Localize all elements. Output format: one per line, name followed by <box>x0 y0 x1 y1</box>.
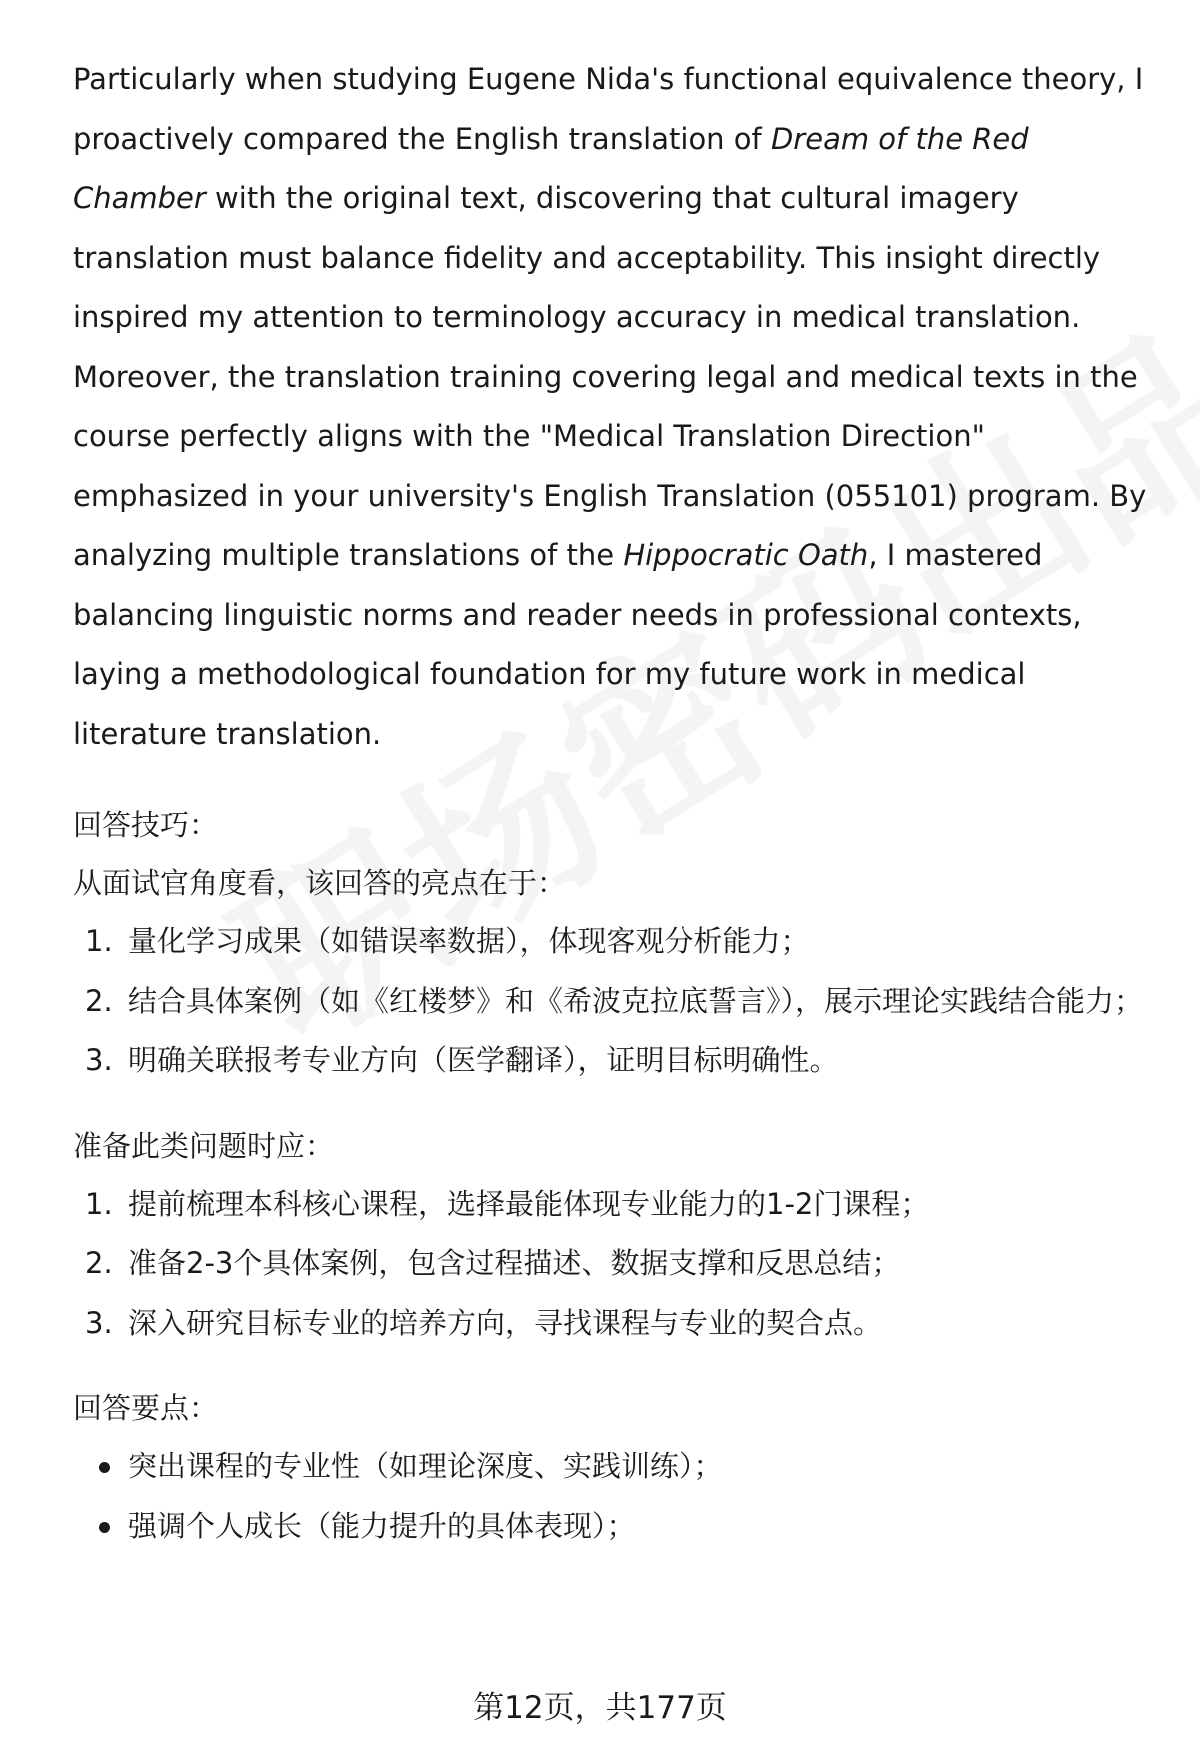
points-section <box>73 1379 1153 1556</box>
bullet-icon <box>99 1462 110 1473</box>
paragraph-text-1: Particularly when studying Eugene Nida's functional equivalence theory, I proactively compared the English translation of <box>73 62 1144 156</box>
body-paragraph <box>73 50 1153 764</box>
list-number: 1. <box>85 1186 113 1221</box>
list-item-text: 深入研究目标专业的培养方向，寻找课程与专业的契合点。 <box>128 1305 883 1340</box>
list-item <box>73 1294 1153 1354</box>
list-item <box>73 1031 1153 1091</box>
prep-heading: 准备此类问题时应： <box>73 1128 335 1163</box>
list-item-text: 准备2-3个具体案例，包含过程描述、数据支撑和反思总结； <box>128 1246 901 1280</box>
page-number-footer: 第12页，共177页 <box>473 1690 727 1726</box>
list-item-text: 突出课程的专业性（如理论深度、实践训练）； <box>128 1449 723 1483</box>
list-item-text: 结合具体案例（如《红楼梦》和《希波克拉底誓言》），展示理论实践结合能力； <box>128 983 1144 1018</box>
list-number: 3. <box>85 1043 113 1077</box>
points-list <box>73 1437 1153 1556</box>
list-number: 3. <box>85 1305 113 1340</box>
book-title-hippocratic-oath: Hippocratic Oath <box>623 538 869 572</box>
list-item-text: 提前梳理本科核心课程，选择最能体现专业能力的1-2门课程； <box>128 1186 930 1221</box>
book-title-red-chamber: Dream of the Red Chamber <box>73 121 1029 215</box>
prep-list <box>73 1175 1153 1354</box>
list-item <box>73 972 1153 1032</box>
list-item-text: 强调个人成长（能力提升的具体表现）； <box>128 1508 636 1543</box>
list-number: 2. <box>85 1246 113 1280</box>
list-item <box>73 1497 1153 1557</box>
list-item <box>73 1437 1153 1497</box>
points-heading: 回答要点： <box>73 1391 219 1425</box>
prep-section <box>73 1117 1153 1354</box>
paragraph-text-3: , I mastered balancing linguistic norms and reader needs in professional contexts, laying a methodological foundation for my future work in medical literature translation. <box>73 538 1082 751</box>
list-number: 2. <box>85 983 113 1018</box>
list-item-text: 明确关联报考专业方向（医学翻译），证明目标明确性。 <box>128 1043 839 1077</box>
paragraph-text-2: with the original text, discovering that cultural imagery translation must balance fidelity and acceptability. This insight directly inspired my attention to terminology accuracy in medical translation. Moreover, the translation training covering legal and medical texts in the course perfectly aligns with the "Medical Translation Direction" emphasized in your university's English Translation (055101) program. By analyzing multiple translations of the <box>73 181 1147 572</box>
list-number: 1. <box>85 924 113 958</box>
list-item-text: 量化学习成果（如错误率数据），体现客观分析能力； <box>128 924 810 958</box>
page-content <box>73 50 1153 1556</box>
tips-section <box>73 796 1153 1091</box>
list-item <box>73 912 1153 972</box>
bullet-icon <box>99 1522 110 1533</box>
list-item <box>73 1234 1153 1294</box>
tips-heading: 回答技巧： <box>73 808 219 842</box>
tips-list <box>73 912 1153 1091</box>
list-item <box>73 1175 1153 1235</box>
tips-intro: 从面试官角度看，该回答的亮点在于： <box>73 866 567 900</box>
